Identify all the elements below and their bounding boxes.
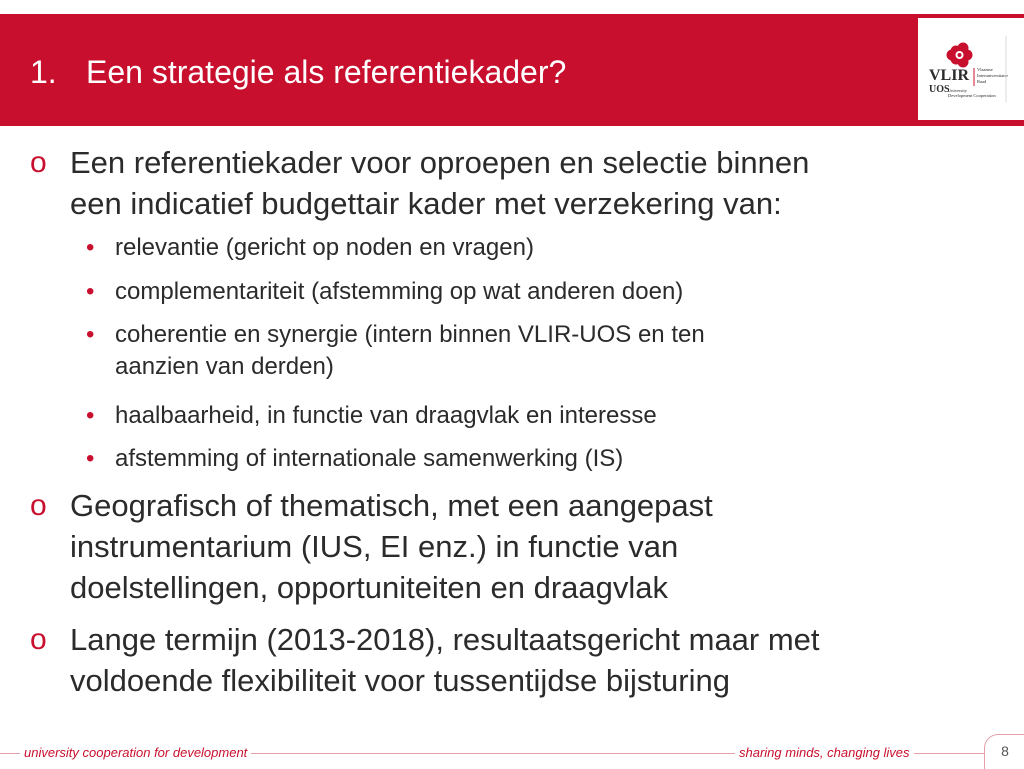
- sub-bullet-text: haalbaarheid, in functie van draagvlak en interesse: [115, 402, 657, 429]
- sub-bullet-text: relevantie (gericht op noden en vragen): [115, 234, 534, 261]
- page-number: 8: [1001, 743, 1009, 759]
- sub-bullet-marker: •: [86, 278, 95, 305]
- logo-caption-3: Raad: [977, 79, 987, 84]
- bullet-marker: o: [30, 623, 47, 656]
- logo-vlir-text: VLIR: [929, 67, 970, 84]
- footer-tagline-right: sharing minds, changing lives: [735, 745, 914, 761]
- sub-bullet-text: coherentie en synergie (intern binnen VLIR-UOS en ten aanzien van derden): [115, 321, 705, 380]
- bullet-text: Geografisch of thematisch, met een aangepast instrumentarium (IUS, EI enz.) in functie van doelstellingen, opportuniteiten en draagvlak: [70, 488, 713, 605]
- bullet-marker: o: [30, 146, 47, 179]
- sub-bullet-item: [86, 276, 946, 308]
- sub-bullet-item: [86, 232, 946, 264]
- logo-caption-5: Development Cooperation: [948, 93, 996, 98]
- sub-bullet-text: afstemming of internationale samenwerking (IS): [115, 445, 624, 472]
- bullet-item: [30, 142, 980, 224]
- bullet-text: Een referentiekader voor oproepen en selectie binnen een indicatief budgettair kader met verzekering van:: [70, 145, 810, 221]
- sub-bullet-marker: •: [86, 402, 95, 429]
- sub-bullet-item: [86, 319, 946, 383]
- sub-bullet-item: [86, 400, 946, 432]
- sub-bullet-marker: •: [86, 445, 95, 472]
- logo-uos-text: UOS: [929, 84, 950, 95]
- sub-bullet-text: complementariteit (afstemming op wat anderen doen): [115, 278, 684, 305]
- page-number-tab: [984, 734, 1024, 769]
- sub-bullet-marker: •: [86, 321, 95, 348]
- footer-tagline-left: university cooperation for development: [20, 745, 251, 761]
- logo-caption-4: University: [948, 88, 967, 93]
- bullet-item: [30, 485, 980, 608]
- bullet-marker: o: [30, 489, 47, 522]
- bullet-text: Lange termijn (2013-2018), resultaatsgericht maar met voldoende flexibiliteit voor tussentijdse bijsturing: [70, 622, 820, 698]
- logo-caption-2: Interuniversitaire: [977, 73, 1008, 78]
- slide-title-number: 1.: [30, 54, 57, 90]
- sub-bullet-marker: •: [86, 234, 95, 261]
- slide-title-text: Een strategie als referentiekader?: [86, 54, 567, 90]
- sub-bullet-item: [86, 443, 946, 475]
- bullet-item: [30, 619, 980, 701]
- logo-caption-1: Vlaamse: [977, 67, 993, 72]
